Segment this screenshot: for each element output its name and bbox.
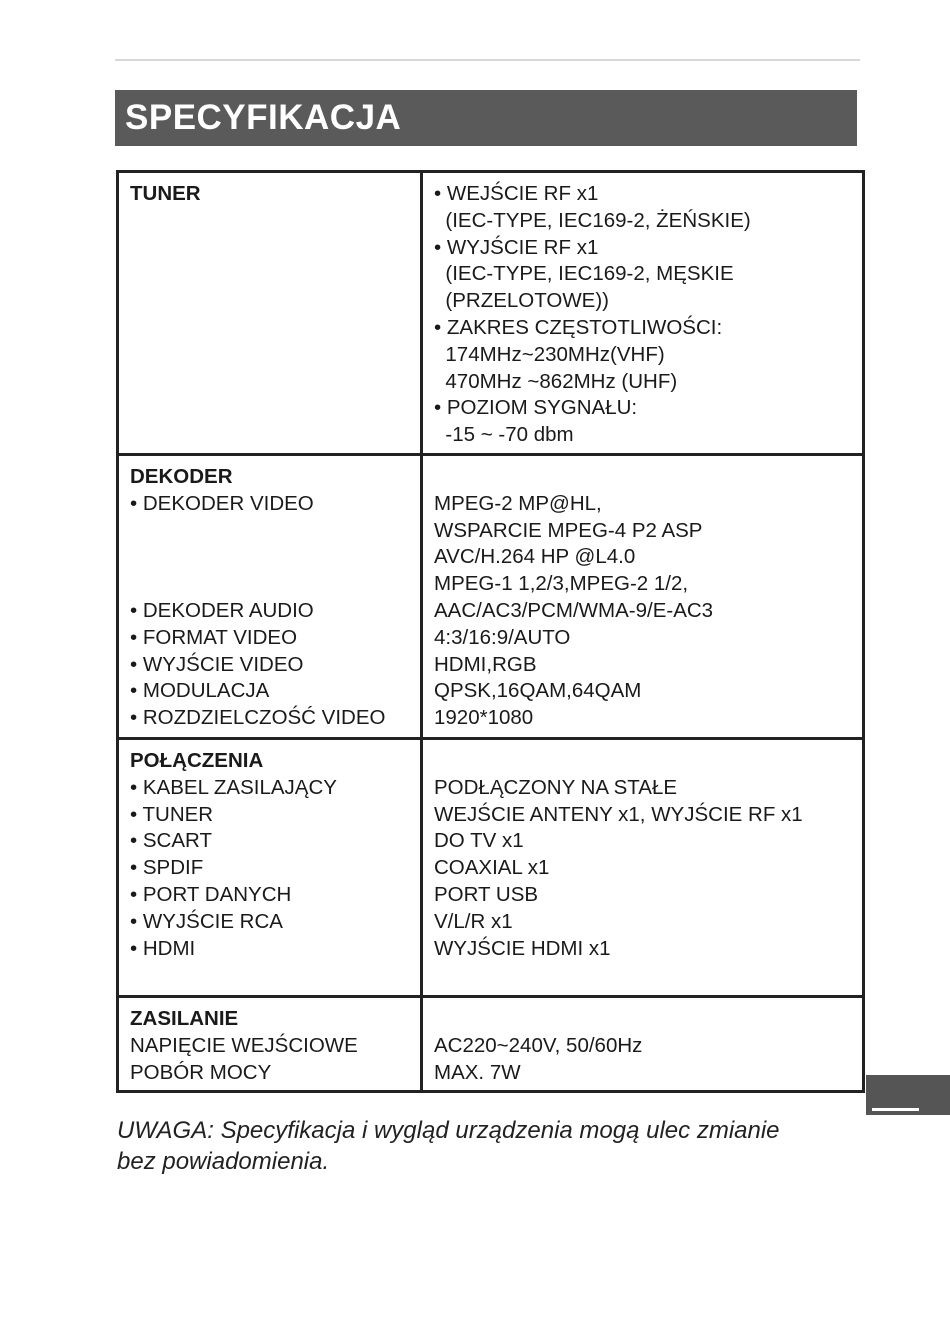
table-row-dekoder [118, 455, 864, 739]
table-row-zasilanie [118, 997, 864, 1092]
section-header [115, 90, 857, 146]
dekoder-value-line: MPEG-2 MP@HL, [434, 491, 602, 515]
tuner-value-line: (IEC-TYPE, IEC169-2, ŻEŃSKIE) [434, 208, 751, 232]
tuner-heading: TUNER [130, 182, 201, 205]
dekoder-label-line: • ROZDZIELCZOŚĆ VIDEO [130, 706, 386, 730]
spec-table [116, 170, 865, 1093]
page-edge-tab [866, 1075, 950, 1115]
tuner-value-line: • POZIOM SYGNAŁU: [434, 396, 638, 420]
polaczenia-value-line: WYJŚCIE HDMI x1 [434, 936, 611, 960]
polaczenia-heading: POŁĄCZENIA [130, 749, 264, 772]
tuner-value-line: (IEC-TYPE, IEC169-2, MĘSKIE [434, 262, 734, 286]
polaczenia-label-line: • WYJŚCIE RCA [130, 909, 283, 933]
dekoder-value-line: 4:3/16:9/AUTO [434, 625, 571, 649]
polaczenia-values-cell [422, 739, 864, 997]
dekoder-label-line: • FORMAT VIDEO [130, 625, 298, 649]
dekoder-label-line: • WYJŚCIE VIDEO [130, 652, 304, 676]
zasilanie-label-line: NAPIĘCIE WEJŚCIOWE [130, 1033, 358, 1057]
zasilanie-value-line: AC220~240V, 50/60Hz [434, 1033, 643, 1057]
tuner-value-line: • ZAKRES CZĘSTOTLIWOŚCI: [434, 315, 723, 339]
polaczenia-label-line: • PORT DANYCH [130, 882, 292, 906]
dekoder-label-cell [118, 455, 422, 739]
tuner-value-line: -15 ~ -70 dbm [434, 423, 574, 447]
zasilanie-heading: ZASILANIE [130, 1007, 239, 1030]
dekoder-value-line: MPEG-1 1,2/3,MPEG-2 1/2, [434, 572, 689, 596]
polaczenia-label-line: • HDMI [130, 936, 196, 960]
dekoder-label-line: • MODULACJA [130, 679, 270, 703]
dekoder-value-line: AVC/H.264 HP @L4.0 [434, 545, 636, 569]
dekoder-value-line: WSPARCIE MPEG-4 P2 ASP [434, 518, 703, 542]
zasilanie-label-cell [118, 997, 422, 1092]
dekoder-label-line [130, 544, 420, 571]
polaczenia-label-cell [118, 739, 422, 997]
zasilanie-label-line: POBÓR MOCY [130, 1060, 272, 1084]
dekoder-label-line: • DEKODER AUDIO [130, 598, 314, 622]
disclaimer-note [117, 1115, 877, 1177]
page-tab-marker [872, 1108, 919, 1111]
tuner-values-cell [422, 172, 864, 455]
tuner-value-line: • WYJŚCIE RF x1 [434, 235, 599, 259]
dekoder-label-line [130, 518, 420, 545]
tuner-value-line: • WEJŚCIE RF x1 [434, 182, 599, 205]
polaczenia-value-line: DO TV x1 [434, 829, 524, 853]
note-line-1: UWAGA: Specyfikacja i wygląd urządzenia mogą ulec zmianie [117, 1117, 780, 1144]
note-line-2: bez powiadomienia. [117, 1148, 330, 1175]
dekoder-value-line: QPSK,16QAM,64QAM [434, 679, 642, 703]
dekoder-label-line: • DEKODER VIDEO [130, 491, 314, 515]
tuner-value-line: (PRZELOTOWE)) [434, 289, 610, 313]
dekoder-values-cell [422, 455, 864, 739]
dekoder-value-line: HDMI,RGB [434, 652, 537, 676]
polaczenia-value-line: PORT USB [434, 882, 539, 906]
polaczenia-label-line: • SCART [130, 829, 212, 853]
polaczenia-label-line: • KABEL ZASILAJĄCY [130, 775, 337, 799]
polaczenia-value-line: WEJŚCIE ANTENY x1, WYJŚCIE RF x1 [434, 802, 803, 826]
zasilanie-values-cell [422, 997, 864, 1092]
dekoder-label-line [130, 571, 420, 598]
spacer-line [434, 748, 862, 775]
polaczenia-label-line: • TUNER [130, 802, 214, 826]
polaczenia-value-line: V/L/R x1 [434, 909, 513, 933]
polaczenia-label-line: • SPDIF [130, 856, 204, 880]
spacer-line [434, 464, 862, 491]
dekoder-value-line: AAC/AC3/PCM/WMA-9/E-AC3 [434, 598, 714, 622]
dekoder-heading: DEKODER [130, 465, 233, 488]
zasilanie-value-line: MAX. 7W [434, 1060, 521, 1084]
table-row-polaczenia [118, 739, 864, 997]
tuner-value-line: 470MHz ~862MHz (UHF) [434, 369, 678, 393]
table-row-tuner [118, 172, 864, 455]
spacer-line [434, 1006, 862, 1033]
dekoder-value-line: 1920*1080 [434, 706, 534, 730]
top-rule [115, 59, 860, 61]
tuner-value-line: 174MHz~230MHz(VHF) [434, 342, 665, 366]
polaczenia-value-line: PODŁĄCZONY NA STAŁE [434, 775, 678, 799]
polaczenia-value-line: COAXIAL x1 [434, 856, 550, 880]
page-title: SPECYFIKACJA [125, 98, 402, 137]
tuner-label-cell [118, 172, 422, 455]
